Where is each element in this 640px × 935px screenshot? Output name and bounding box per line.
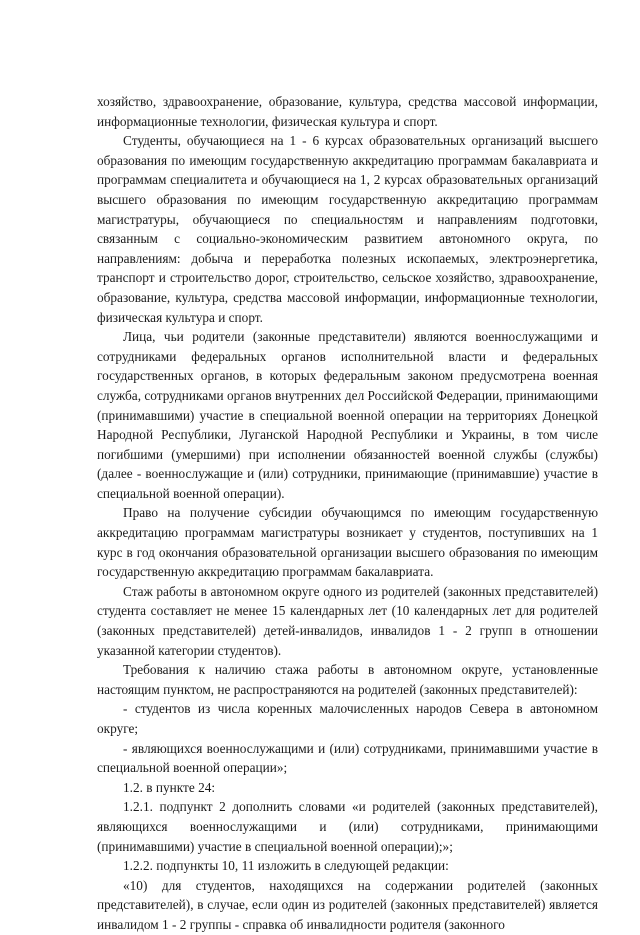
paragraph-10: 1.2.1. подпункт 2 дополнить словами «и родителей (законных представителей), являющихся военнослужащими и (или) сотрудниками, принимающими (принимавшими) участие в специальной военной операции);»;	[97, 799, 598, 854]
paragraph-3: Лица, чьи родители (законные представители) являются военнослужащими и сотрудниками федеральных органов исполнительной власти и федеральных государственных органов, в которых федеральным законом предусмотрена военная служба, сотрудниками органов внутренних дел Российской Федерации, принимающими (принимавшими) участие в специальной военной операции на территориях Донецкой Народной Республики, Луганской Народной Республики и Украины, в том числе погибшими (умершими) при исполнении обязанностей военной службы (службы) (далее - военнослужащие и (или) сотрудники, принимающие (принимавшие) участие в специальной военной операции).	[97, 329, 598, 501]
paragraph-8: - являющихся военнослужащими и (или) сотрудниками, принимавшими участие в специальной военной операции»;	[97, 740, 598, 776]
paragraph-5: Стаж работы в автономном округе одного из родителей (законных представителей) студента составляет не менее 15 календарных лет (10 календарных лет для родителей (законных представителей) детей-инвалидов, инвалидов 1 - 2 групп в отношении указанной категории студентов).	[97, 583, 598, 658]
paragraph-2: Студенты, обучающиеся на 1 - 6 курсах образовательных организаций высшего образования по имеющим государственную аккредитацию программам бакалавриата и программам специалитета и обучающиеся на 1, 2 курсах образовательных организаций высшего образования по имеющим государственную аккредитацию программам магистратуры, обучающиеся по специальностям и направлениям подготовки, связанным с социально-экономическим развитием автономного округа, по направлениям: добыча и переработка полезных ископаемых, электроэнергетика, транспорт и строительство дорог, строительство, сельское хозяйство, здравоохранение, образование, культура, средства массовой информации, информационные технологии, физическая культура и спорт.	[97, 133, 598, 325]
paragraph-6: Требования к наличию стажа работы в автономном округе, установленные настоящим пунктом, не распространяются на родителей (законных представителей):	[97, 662, 598, 697]
paragraph-12: «10) для студентов, находящихся на содержании родителей (законных представителей), в случае, если один из родителей (законных представителей) является инвалидом 1 - 2 группы - справка об инвалидности родителя (законного	[97, 877, 598, 932]
paragraph-1: хозяйство, здравоохранение, образование, культура, средства массовой информации, информационные технологии, физическая культура и спорт.	[97, 94, 598, 129]
paragraph-7: - студентов из числа коренных малочисленных народов Севера в автономном округе;	[97, 701, 598, 736]
paragraph-11: 1.2.2. подпункты 10, 11 изложить в следующей редакции:	[123, 858, 449, 874]
paragraph-9: 1.2. в пункте 24:	[123, 779, 216, 795]
paragraph-4: Право на получение субсидии обучающимся по имеющим государственную аккредитацию программам магистратуры возникает у студентов, поступивших на 1 курс в год окончания образовательной организации высшего образования по имеющим государственную аккредитацию программам бакалавриата.	[97, 505, 598, 580]
